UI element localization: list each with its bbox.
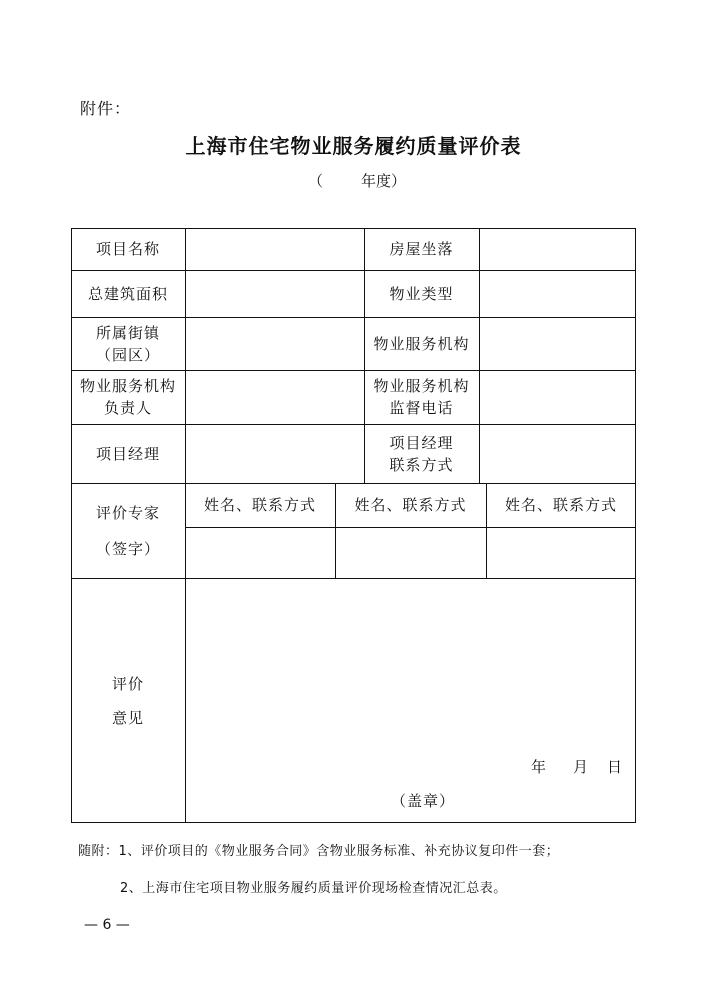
label-manager (71, 424, 185, 483)
field-expert-1[interactable] (185, 527, 335, 578)
label-property-type (364, 270, 479, 317)
field-service-org[interactable] (479, 317, 636, 370)
label-house-location-text: 房屋坐落 (389, 240, 454, 258)
expert-col-header-text: 姓名、联系方式 (203, 496, 316, 514)
expert-col-header-text: 姓名、联系方式 (354, 496, 467, 514)
field-org-head[interactable] (185, 370, 364, 424)
label-property-type-text: 物业类型 (389, 284, 454, 303)
label-street-line2: （园区） (95, 345, 160, 364)
label-service-org (364, 317, 479, 370)
label-project-name-text: 项目名称 (95, 240, 160, 258)
note-line-2: 2、上海市住宅项目物业服务履约质量评价现场检查情况汇总表。 (120, 881, 507, 896)
label-supervise-line1: 物业服务机构 (373, 377, 470, 395)
expert-col-header (335, 483, 486, 527)
label-experts-line1: 评价专家 (95, 503, 160, 522)
label-manager-contact (364, 424, 479, 483)
label-opinion-line1: 评价 (111, 674, 144, 693)
seal-label: （盖章） (391, 792, 456, 810)
label-experts-line2: （签字） (95, 539, 160, 558)
page-title: 上海市住宅物业服务履约质量评价表 (185, 134, 522, 158)
field-total-area[interactable] (185, 270, 364, 317)
year-close: 年度） (361, 172, 407, 190)
year-open: （ (308, 172, 324, 190)
field-expert-2[interactable] (335, 527, 486, 578)
label-total-area (71, 270, 185, 317)
label-opinion-line2: 意见 (111, 708, 144, 727)
field-house-location[interactable] (479, 228, 636, 270)
year-line (308, 170, 406, 191)
field-expert-3[interactable] (486, 527, 636, 578)
field-supervise-phone[interactable] (479, 370, 636, 424)
date-day: 日 (607, 758, 624, 776)
date-line (531, 756, 623, 777)
label-supervise-line2: 监督电话 (389, 399, 454, 417)
label-experts (71, 483, 185, 578)
label-street-line1: 所属街镇 (95, 323, 160, 342)
field-manager[interactable] (185, 424, 364, 483)
evaluation-form-table (71, 228, 636, 823)
label-org-head (71, 370, 185, 424)
label-opinion (71, 578, 185, 823)
field-street[interactable] (185, 317, 364, 370)
date-year: 年 (531, 758, 548, 776)
expert-col-header (486, 483, 636, 527)
label-street (71, 317, 185, 370)
label-org-head-line2: 负责人 (103, 399, 152, 417)
field-project-name[interactable] (185, 228, 364, 270)
label-total-area-text: 总建筑面积 (87, 284, 168, 303)
label-manager-contact-line2: 联系方式 (389, 455, 454, 474)
label-house-location (364, 228, 479, 270)
label-service-org-text: 物业服务机构 (373, 334, 470, 353)
label-project-name (71, 228, 185, 270)
page-number: — 6 — (84, 917, 130, 933)
label-manager-text: 项目经理 (95, 444, 160, 463)
label-org-head-line1: 物业服务机构 (79, 377, 176, 395)
expert-col-header (185, 483, 335, 527)
expert-col-header-text: 姓名、联系方式 (504, 496, 617, 514)
date-month: 月 (573, 758, 590, 776)
attachment-label: 附件： (80, 99, 132, 118)
field-property-type[interactable] (479, 270, 636, 317)
field-opinion[interactable] (185, 578, 636, 823)
label-manager-contact-line1: 项目经理 (389, 433, 454, 452)
label-supervise-phone (364, 370, 479, 424)
note-line-1: 随附：1、评价项目的《物业服务合同》含物业服务标准、补充协议复印件一套； (78, 844, 560, 859)
field-manager-contact[interactable] (479, 424, 636, 483)
